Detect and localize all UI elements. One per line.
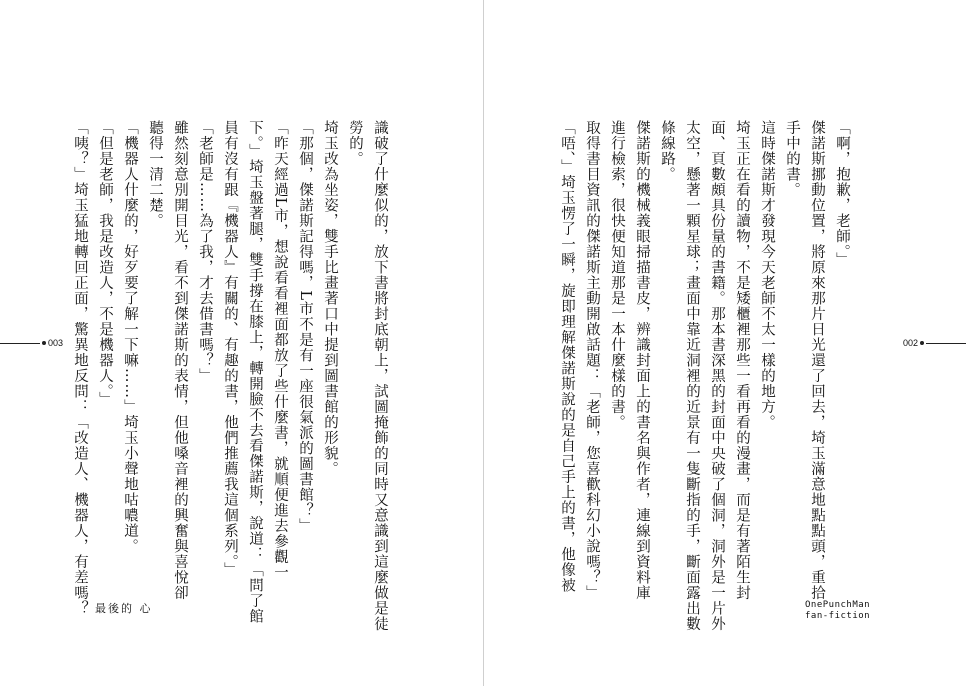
footer-series-line: fan-fiction <box>805 611 871 621</box>
text-column: 取得書目資訊的傑諾斯主動開啟話題：「老師，您喜歡科幻小說嗎？」 <box>584 120 600 601</box>
text-column: 雖然刻意別開目光，看不到傑諾斯的表情，但他嗓音裡的興奮與喜悅卻 <box>172 120 188 601</box>
text-column: 傑諾斯的機械義眼掃描書皮，辨識封面上的書名與作者，連線到資料庫 <box>634 120 650 601</box>
text-column: 「那個，傑諾斯記得嗎，L市不是有一座很氣派的圖書館？」 <box>297 120 313 534</box>
text-column: 「但是老師，我是改造人，不是機器人。」 <box>97 120 113 408</box>
text-column: 面、頁數頗具份量的書籍。那本書深黑的封面中央破了個洞，洞外是一片外 <box>709 120 725 632</box>
page-number-dot <box>42 341 46 345</box>
page-number-right <box>903 337 966 349</box>
text-column: 太空，懸著一顆星球；畫面中靠近洞裡的近景有一隻斷指的手，斷面露出數 <box>684 120 700 632</box>
text-column: 員有沒有跟『機器人』有關的、有趣的書，他們推薦我這個系列。」 <box>222 120 238 578</box>
text-column: 埼玉正在看的讀物，不是矮櫃裡那些一看再看的漫畫，而是有著陌生封 <box>734 120 750 601</box>
text-column: 埼玉改為坐姿，雙手比畫著口中提到圖書館的形貌。 <box>322 120 338 477</box>
page-number-text: 002 <box>902 338 918 348</box>
text-column: 「昨天經過L市，想說看看裡面都放了些什麼書，就順便進去參觀一 <box>272 120 288 581</box>
running-footer-series <box>805 600 870 622</box>
text-column: 「老師是……為了我，才去借書嗎？」 <box>197 120 213 384</box>
running-footer-title: 最後的 心 <box>95 602 153 615</box>
text-column: 手中的書。 <box>784 120 800 198</box>
text-column: 「咦？」埼玉猛地轉回正面，驚異地反問：「改造人、機器人，有差嗎？ <box>72 120 88 616</box>
footer-series-line: OnePunchMan <box>805 600 871 610</box>
page-number-rule <box>0 343 40 344</box>
text-column: 下。」埼玉盤著腿，雙手撐在膝上，轉開臉不去看傑諾斯，說道：「問了館 <box>247 120 263 625</box>
text-column: 「唔、」埼玉愣了一瞬，旋即理解傑諾斯說的是自己手上的書，他像被 <box>559 120 575 594</box>
text-column: 聽得一清二楚。 <box>147 120 163 229</box>
right-page <box>484 0 966 686</box>
text-column: 進行檢索，很快便知道那是一本什麼樣的書。 <box>609 120 625 430</box>
text-column: 這時傑諾斯才發現今天老師不太一樣的地方。 <box>759 120 775 430</box>
page-number-rule <box>926 343 966 344</box>
text-column: 傑諾斯挪動位置，將原來那片日光還了回去，埼玉滿意地點點頭，重拾 <box>809 120 825 601</box>
text-column: 「啊，抱歉，老師。」 <box>834 120 850 268</box>
text-column: 條線路。 <box>659 120 675 182</box>
page-number-left <box>0 337 63 349</box>
text-column: 勞的。 <box>347 120 363 167</box>
text-column: 識破了什麼似的，放下書將封底朝上，試圖掩飾的同時又意識到這麼做是徒 <box>372 120 388 632</box>
page-number-dot <box>920 341 924 345</box>
page-number-text: 003 <box>48 338 64 348</box>
text-column: 「機器人什麼的，好歹要了解一下嘛……」埼玉小聲地咕噥道。 <box>122 120 138 554</box>
